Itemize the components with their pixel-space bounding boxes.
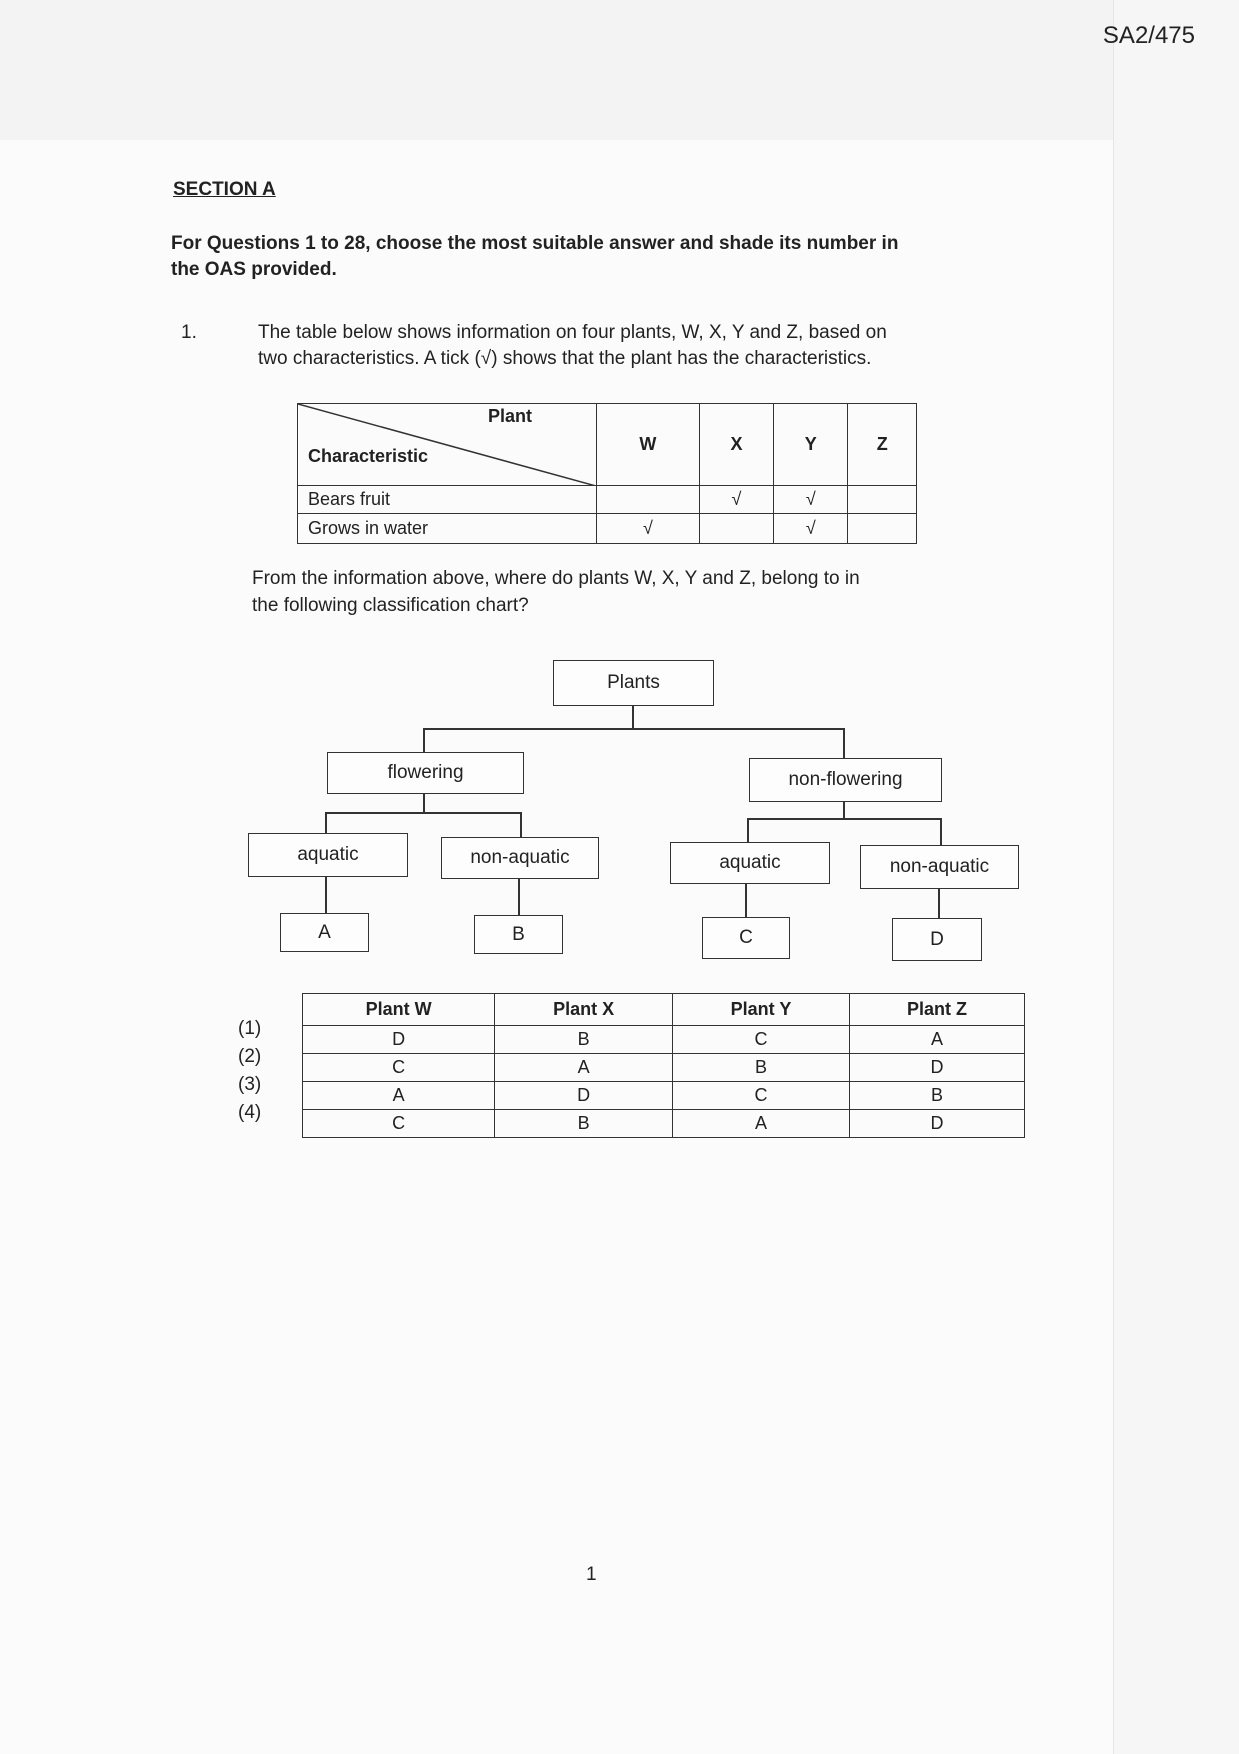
option-row bbox=[303, 1082, 1025, 1110]
question-text-1: The table below shows information on four plants, W, X, Y and Z, based on bbox=[258, 322, 887, 343]
diagonal-line bbox=[298, 404, 596, 486]
option-cell: A bbox=[303, 1082, 495, 1110]
tick-cell bbox=[848, 514, 917, 544]
option-cell: B bbox=[495, 1026, 673, 1054]
option-row bbox=[303, 1026, 1025, 1054]
option-row bbox=[303, 1054, 1025, 1082]
option-header: Plant Z bbox=[849, 994, 1024, 1026]
connector bbox=[423, 793, 425, 812]
connector bbox=[423, 728, 844, 730]
connector bbox=[632, 705, 634, 729]
plant-header: Z bbox=[848, 404, 917, 486]
option-cell: D bbox=[303, 1026, 495, 1054]
tick-cell bbox=[848, 486, 917, 514]
connector bbox=[325, 812, 327, 833]
instructions-line-1: For Questions 1 to 28, choose the most suitable answer and shade its number in bbox=[171, 233, 899, 254]
plant-header: X bbox=[699, 404, 773, 486]
prompt-line-1: From the information above, where do plants W, X, Y and Z, belong to in bbox=[252, 568, 860, 589]
connector bbox=[843, 801, 845, 818]
connector bbox=[745, 883, 747, 917]
option-label: (4) bbox=[238, 1102, 262, 1123]
option-cell: C bbox=[303, 1054, 495, 1082]
node-non-flowering-non-aquatic: non-aquatic bbox=[860, 845, 1019, 889]
connector bbox=[325, 876, 327, 913]
row-label: Grows in water bbox=[298, 514, 597, 544]
option-cell: B bbox=[849, 1082, 1024, 1110]
option-label: (2) bbox=[238, 1046, 262, 1067]
scan-edge bbox=[1113, 0, 1239, 1754]
connector bbox=[938, 888, 940, 918]
tick-cell bbox=[699, 514, 773, 544]
connector bbox=[940, 818, 942, 845]
option-header: Plant X bbox=[495, 994, 673, 1026]
instructions-line-2: the OAS provided. bbox=[171, 259, 337, 280]
leaf-c: C bbox=[702, 917, 790, 959]
option-cell: D bbox=[849, 1054, 1024, 1082]
table-row bbox=[298, 514, 917, 544]
tick-cell: √ bbox=[597, 514, 700, 544]
option-cell: A bbox=[673, 1110, 850, 1138]
option-cell: B bbox=[495, 1110, 673, 1138]
node-non-flowering: non-flowering bbox=[749, 758, 942, 802]
option-cell: C bbox=[673, 1082, 850, 1110]
table-row bbox=[298, 486, 917, 514]
tick-cell bbox=[597, 486, 700, 514]
prompt-line-2: the following classification chart? bbox=[252, 595, 529, 616]
node-flowering-aquatic: aquatic bbox=[248, 833, 408, 877]
option-cell: A bbox=[495, 1054, 673, 1082]
option-cell: A bbox=[849, 1026, 1024, 1054]
plant-header: W bbox=[597, 404, 700, 486]
leaf-b: B bbox=[474, 915, 563, 954]
question-text-2: two characteristics. A tick (√) shows that the plant has the characteristics. bbox=[258, 348, 872, 369]
option-cell: D bbox=[495, 1082, 673, 1110]
option-label: (1) bbox=[238, 1018, 262, 1039]
answer-options-table bbox=[302, 993, 1025, 1138]
plant-header: Y bbox=[774, 404, 848, 486]
connector bbox=[518, 878, 520, 915]
corner-characteristic-label: Characteristic bbox=[308, 446, 429, 466]
connector bbox=[520, 812, 522, 837]
option-row bbox=[303, 1110, 1025, 1138]
tick-cell: √ bbox=[699, 486, 773, 514]
option-header: Plant Y bbox=[673, 994, 850, 1026]
row-label: Bears fruit bbox=[298, 486, 597, 514]
connector bbox=[325, 812, 521, 814]
connector bbox=[747, 818, 749, 842]
question-number: 1. bbox=[181, 322, 197, 343]
connector bbox=[843, 728, 845, 758]
node-flowering-non-aquatic: non-aquatic bbox=[441, 837, 599, 879]
paper-code: SA2/475 bbox=[1102, 22, 1195, 49]
node-plants: Plants bbox=[553, 660, 714, 706]
option-label: (3) bbox=[238, 1074, 262, 1095]
tick-cell: √ bbox=[774, 514, 848, 544]
node-flowering: flowering bbox=[327, 752, 524, 794]
characteristics-table bbox=[297, 403, 917, 544]
tick-cell: √ bbox=[774, 486, 848, 514]
corner-plant-label: Plant bbox=[488, 406, 533, 426]
page-number: 1 bbox=[586, 1564, 597, 1585]
option-header: Plant W bbox=[303, 994, 495, 1026]
option-cell: C bbox=[673, 1026, 850, 1054]
leaf-a: A bbox=[280, 913, 369, 952]
corner-header bbox=[298, 404, 597, 486]
leaf-d: D bbox=[892, 918, 982, 961]
section-title: SECTION A bbox=[173, 179, 276, 200]
node-non-flowering-aquatic: aquatic bbox=[670, 842, 830, 884]
option-cell: B bbox=[673, 1054, 850, 1082]
option-cell: C bbox=[303, 1110, 495, 1138]
option-cell: D bbox=[849, 1110, 1024, 1138]
connector bbox=[747, 818, 941, 820]
scan-shade bbox=[0, 0, 1239, 140]
connector bbox=[423, 728, 425, 752]
